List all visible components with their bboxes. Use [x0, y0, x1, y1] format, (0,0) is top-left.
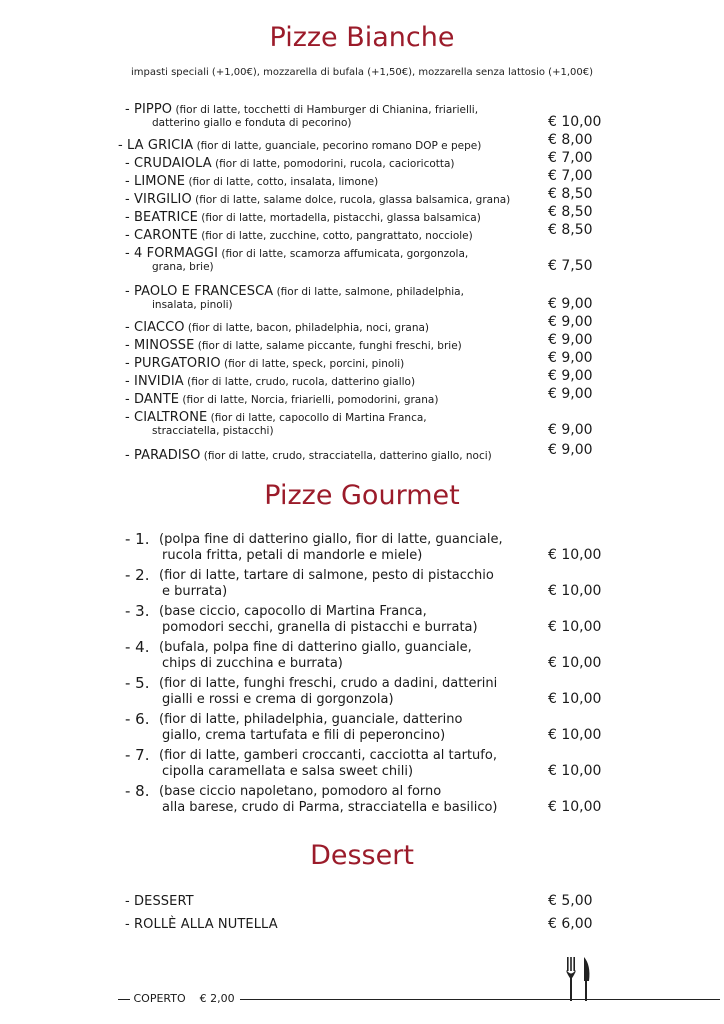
bianche-item-desc-cont: insalata, pinoli) [152, 299, 233, 311]
bianche-item-name: 4 FORMAGGI [134, 246, 219, 261]
bianche-item-desc-cont: datterino giallo e fonduta di pecorino) [152, 117, 352, 129]
bianche-item-name: CIACCO [134, 320, 185, 335]
bianche-item-price: € 8,50 [548, 186, 593, 202]
bianche-item-dash: - [125, 174, 135, 189]
bianche-item-price: € 7,00 [548, 168, 593, 184]
bianche-item-desc: (fior di latte, speck, porcini, pinoli) [220, 358, 405, 370]
bianche-item-price: € 9,00 [548, 368, 593, 384]
bianche-item-desc-cont: grana, brie) [152, 261, 214, 273]
bianche-item-line1 [125, 206, 481, 225]
gourmet-item-line1: (fior di latte, gamberi croccanti, cacciotta al tartufo, [159, 748, 497, 763]
gourmet-item-price: € 10,00 [548, 619, 602, 635]
bianche-item-line1 [125, 170, 378, 189]
bianche-item-desc: (fior di latte, Norcia, friarielli, pomodorini, grana) [179, 394, 439, 406]
bianche-item-desc: (fior di latte, cotto, insalata, limone) [185, 176, 379, 188]
gourmet-item-number: - 6. [125, 710, 150, 728]
bianche-item-dash: - [125, 320, 135, 335]
coperto-label: COPERTO [133, 992, 186, 1005]
gourmet-item-price: € 10,00 [548, 763, 602, 779]
bianche-item-dash: - [125, 246, 135, 261]
bianche-item-name: CIALTRONE [134, 410, 208, 425]
bianche-item-line1 [125, 280, 464, 299]
gourmet-item-line1: (fior di latte, tartare di salmone, pesto di pistacchio [159, 568, 494, 583]
bianche-item-name: PIPPO [134, 102, 173, 117]
bianche-item-line1 [125, 444, 492, 463]
bianche-item-desc: (fior di latte, mortadella, pistacchi, glassa balsamica) [197, 212, 481, 224]
bianche-item-desc: (fior di latte, crudo, rucola, datterino giallo) [183, 376, 416, 388]
gourmet-item-line2: gialli e rossi e crema di gorgonzola) [162, 692, 394, 707]
bianche-item-dash: - [125, 410, 135, 425]
bianche-item-dash: - [125, 210, 135, 225]
bianche-item-line1 [125, 406, 427, 425]
bianche-item-name: LA GRICIA [127, 138, 194, 153]
bianche-item-desc: (fior di latte, salame piccante, funghi freschi, brie) [194, 340, 462, 352]
bianche-item-dash: - [125, 102, 135, 117]
bianche-item-line1 [118, 134, 481, 153]
bianche-item-desc: (fior di latte, bacon, philadelphia, noci, grana) [184, 322, 430, 334]
bianche-item-price: € 8,50 [548, 204, 593, 220]
gourmet-item-line2: pomodori secchi, granella di pistacchi e burrata) [162, 620, 478, 635]
coperto-line [118, 992, 235, 1005]
bianche-item-price: € 7,00 [548, 150, 593, 166]
section-title-gourmet: Pizze Gourmet [264, 480, 460, 511]
bianche-item-name: INVIDIA [134, 374, 184, 389]
bianche-item-dash: - [125, 374, 135, 389]
bianche-item-name: DANTE [134, 392, 180, 407]
gourmet-item-number: - 3. [125, 602, 150, 620]
gourmet-item-line2: giallo, crema tartufata e fili di peperoncino) [162, 728, 446, 743]
bianche-item-price: € 9,00 [548, 296, 593, 312]
gourmet-item-price: € 10,00 [548, 583, 602, 599]
gourmet-item-price: € 10,00 [548, 691, 602, 707]
bianche-item-desc-cont: stracciatella, pistacchi) [152, 425, 274, 437]
bianche-item-price: € 9,00 [548, 386, 593, 402]
gourmet-item-line2: e burrata) [162, 584, 228, 599]
bianche-item-name: PURGATORIO [134, 356, 221, 371]
gourmet-item-number: - 4. [125, 638, 150, 656]
gourmet-item-price: € 10,00 [548, 799, 602, 815]
coperto-rule-right [240, 999, 720, 1000]
bianche-item-name: CRUDAIOLA [134, 156, 212, 171]
bianche-item-dash: - [125, 356, 135, 371]
gourmet-item-price: € 10,00 [548, 655, 602, 671]
bianche-item-price: € 9,00 [548, 442, 593, 458]
bianche-item-name: LIMONE [134, 174, 186, 189]
bianche-item-dash: - [125, 338, 135, 353]
bianche-item-desc: (fior di latte, tocchetti di Hamburger di Chianina, friarielli, [172, 104, 479, 116]
bianche-item-desc: (fior di latte, guanciale, pecorino romano DOP e pepe) [193, 140, 482, 152]
section-title-bianche: Pizze Bianche [269, 22, 455, 53]
bianche-item-line1 [125, 370, 415, 389]
dessert-item-price: € 5,00 [548, 893, 593, 909]
section-title-dessert: Dessert [310, 840, 414, 871]
bianche-item-name: VIRGILIO [134, 192, 192, 207]
gourmet-item-price: € 10,00 [548, 727, 602, 743]
bianche-item-price: € 7,50 [548, 258, 593, 274]
gourmet-item-line1: (fior di latte, philadelphia, guanciale, datterino [159, 712, 463, 727]
bianche-item-line1 [125, 242, 468, 261]
gourmet-item-number: - 1. [125, 530, 150, 548]
bianche-item-dash: - [125, 228, 135, 243]
bianche-item-line1 [125, 388, 438, 407]
gourmet-item-number: - 2. [125, 566, 150, 584]
gourmet-item-line1: (fior di latte, funghi freschi, crudo a dadini, datterini [159, 676, 498, 691]
bianche-item-price: € 10,00 [548, 114, 602, 130]
dessert-item-price: € 6,00 [548, 916, 593, 932]
gourmet-item-line1: (base ciccio napoletano, pomodoro al forno [159, 784, 442, 799]
bianche-item-dash: - [125, 156, 135, 171]
bianche-item-line1 [125, 98, 478, 117]
gourmet-item-line2: rucola fritta, petali di mandorle e miele) [162, 548, 423, 563]
gourmet-item-line1: (polpa fine di datterino giallo, fior di latte, guanciale, [159, 532, 503, 547]
bianche-item-price: € 8,50 [548, 222, 593, 238]
bianche-item-name: CARONTE [134, 228, 198, 243]
dessert-item-name: - DESSERT [125, 894, 194, 909]
bianche-item-line1 [125, 316, 429, 335]
gourmet-item-line1: (base ciccio, capocollo di Martina Franca, [159, 604, 427, 619]
gourmet-item-number: - 7. [125, 746, 150, 764]
bianche-item-name: PAOLO E FRANCESCA [134, 284, 274, 299]
bianche-item-price: € 9,00 [548, 350, 593, 366]
bianche-item-name: BEATRICE [134, 210, 198, 225]
bianche-item-line1 [125, 352, 404, 371]
bianche-item-name: MINOSSE [134, 338, 195, 353]
bianche-item-desc: (fior di latte, zucchine, cotto, pangrattato, nocciole) [197, 230, 473, 242]
bianche-item-desc: (fior di latte, pomodorini, rucola, cacioricotta) [211, 158, 455, 170]
extras-note: impasti speciali (+1,00€), mozzarella di bufala (+1,50€), mozzarella senza lattosio (+1,00€) [131, 67, 593, 78]
bianche-item-name: PARADISO [134, 448, 201, 463]
bianche-item-desc: (fior di latte, capocollo di Martina Franca, [207, 412, 427, 424]
bianche-item-desc: (fior di latte, salmone, philadelphia, [273, 286, 464, 298]
gourmet-item-line2: cipolla caramellata e salsa sweet chili) [162, 764, 414, 779]
fork-knife-icon [565, 955, 595, 1003]
bianche-item-line1 [125, 188, 510, 207]
coperto-price: € 2,00 [199, 992, 235, 1005]
dessert-item-name: - ROLLÈ ALLA NUTELLA [125, 917, 278, 932]
bianche-item-desc: (fior di latte, scamorza affumicata, gorgonzola, [218, 248, 469, 260]
gourmet-item-line1: (bufala, polpa fine di datterino giallo, guanciale, [159, 640, 472, 655]
gourmet-item-number: - 8. [125, 782, 150, 800]
bianche-item-line1 [125, 334, 462, 353]
bianche-item-price: € 9,00 [548, 314, 593, 330]
bianche-item-line1 [125, 224, 473, 243]
bianche-item-line1 [125, 152, 455, 171]
bianche-item-desc: (fior di latte, salame dolce, rucola, glassa balsamica, grana) [191, 194, 511, 206]
bianche-item-price: € 9,00 [548, 332, 593, 348]
coperto-rule-left [118, 999, 130, 1000]
bianche-item-dash: - [125, 284, 135, 299]
gourmet-item-price: € 10,00 [548, 547, 602, 563]
gourmet-item-line2: chips di zucchina e burrata) [162, 656, 343, 671]
gourmet-item-line2: alla barese, crudo di Parma, stracciatella e basilico) [162, 800, 498, 815]
bianche-item-price: € 8,00 [548, 132, 593, 148]
bianche-item-price: € 9,00 [548, 422, 593, 438]
bianche-item-dash: - [125, 192, 135, 207]
bianche-item-dash: - [118, 138, 128, 153]
bianche-item-dash: - [125, 392, 135, 407]
bianche-item-dash: - [125, 448, 135, 463]
gourmet-item-number: - 5. [125, 674, 150, 692]
bianche-item-desc: (fior di latte, crudo, stracciatella, datterino giallo, noci) [200, 450, 492, 462]
